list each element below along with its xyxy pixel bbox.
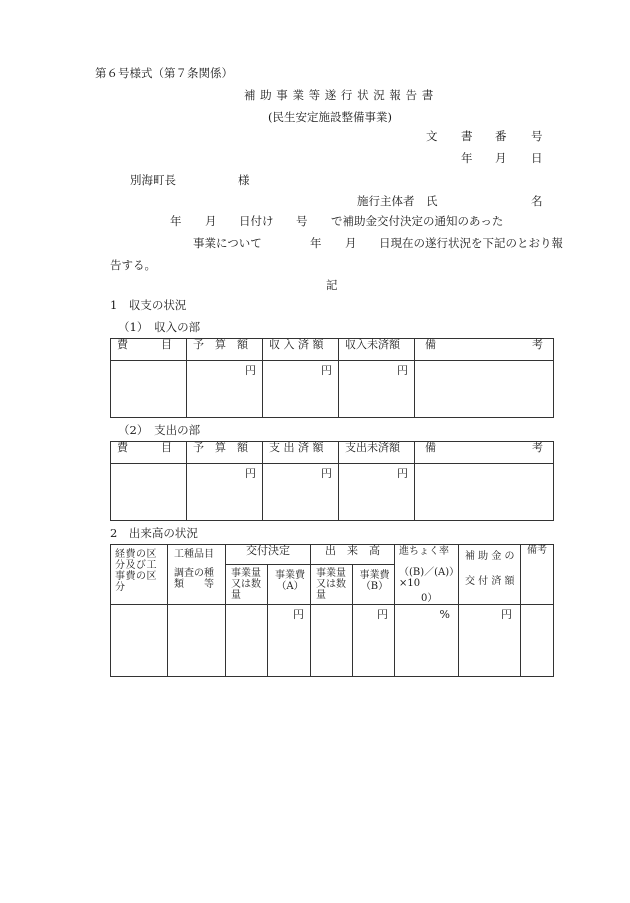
yen-unit: 円: [397, 364, 408, 377]
body-line2-month: 月: [345, 236, 357, 250]
expense-cell-remarks: [415, 464, 554, 521]
ki-heading: 記: [326, 278, 338, 292]
progress-table: [110, 544, 554, 677]
income-cell-remarks: [415, 361, 554, 418]
progress-header-rate-formula: （(B)／(A)）×10: [399, 567, 455, 589]
body-line2-project: 事業について: [193, 236, 262, 250]
expense-header-remarks: [415, 442, 553, 453]
yen-unit: 円: [501, 608, 512, 621]
expense-header-unpaid: 支出未済額: [345, 441, 400, 454]
yen-unit: 円: [245, 364, 256, 377]
progress-data-row: [111, 605, 554, 677]
addressee-name: 別海町長: [130, 173, 176, 187]
progress-header-category: 経費の区分及び工事費の区分: [115, 549, 157, 593]
body-line1-dated: 日付け: [239, 214, 274, 228]
expense-table: [110, 441, 554, 521]
body-line2-text: 日現在の遂行状況を下記のとおり報: [379, 236, 563, 250]
expense-header-paid: 支 出 済 額: [269, 441, 324, 454]
body-line2-year: 年: [310, 236, 322, 250]
date-year: 年: [461, 151, 473, 165]
progress-header-qty-b: 事業量又は数量: [316, 567, 346, 601]
yen-unit: 円: [397, 467, 408, 480]
progress-cell-work-item: [168, 605, 226, 677]
body-line3: 告する。: [110, 258, 156, 272]
income-header-remarks: [415, 339, 553, 350]
income-header-budget: 予 算 額: [193, 338, 248, 351]
body-line1-year: 年: [170, 214, 182, 228]
progress-cell-qty-b: [311, 605, 353, 677]
progress-header-rate-tail: 0）: [421, 593, 438, 604]
doc-field-ban: 番: [495, 129, 507, 143]
progress-header-remarks: 備考: [527, 545, 547, 556]
income-header-row: [111, 339, 554, 361]
expense-header-remarks-right: 考: [532, 441, 543, 454]
yen-unit: 円: [321, 467, 332, 480]
progress-cell-cost-b: [353, 605, 395, 677]
progress-header-work-item-top: 工種品目: [174, 549, 214, 560]
income-header-remarks-left: 備: [425, 338, 436, 351]
expense-header-budget: 予 算 額: [193, 441, 248, 454]
doc-field-bun: 文: [426, 129, 438, 143]
progress-cell-category: [111, 605, 168, 677]
progress-cell-subsidy: [459, 605, 521, 677]
percent-unit: %: [439, 608, 450, 621]
progress-cell-remarks: [521, 605, 554, 677]
expense-header-remarks-left: 備: [425, 441, 436, 454]
progress-header-cost-a: 事業費（A）: [275, 569, 305, 592]
income-data-row: [111, 361, 554, 418]
progress-header-progress: 出 来 高: [325, 544, 380, 557]
expense-header-item: 費 目: [117, 441, 172, 454]
expense-header-row: [111, 442, 554, 464]
income-cell-item: [111, 361, 187, 418]
expense-cell-item: [111, 464, 187, 521]
addressee-sama: 様: [238, 173, 250, 187]
date-day: 日: [531, 151, 543, 165]
expense-cell-paid: [263, 464, 339, 521]
executor-mei: 名: [531, 194, 543, 208]
income-header-item: 費 目: [117, 338, 172, 351]
progress-header-cost-b: 事業費（B）: [359, 569, 390, 592]
expense-cell-unpaid: [339, 464, 415, 521]
progress-cell-qty-a: [226, 605, 268, 677]
expense-title: （2） 支出の部: [118, 423, 201, 437]
progress-header-subsidy-top: 補 助 金 の: [465, 551, 515, 562]
doc-field-sho: 書: [461, 129, 473, 143]
income-cell-received: [263, 361, 339, 418]
income-title: （1） 収入の部: [118, 320, 201, 334]
doc-field-go: 号: [531, 129, 543, 143]
progress-header-qty-a: 事業量又は数量: [231, 567, 261, 601]
body-line1-month: 月: [205, 214, 217, 228]
income-header-remarks-right: 考: [532, 338, 543, 351]
document-title: 補 助 事 業 等 遂 行 状 況 報 告 書: [244, 88, 434, 102]
yen-unit: 円: [321, 364, 332, 377]
income-header-unreceived: 収入未済額: [345, 338, 400, 351]
yen-unit: 円: [377, 608, 388, 621]
progress-header-row-1: [111, 545, 554, 565]
yen-unit: 円: [293, 608, 304, 621]
section2-title: 2 出来高の状況: [110, 526, 198, 540]
progress-cell-rate: [395, 605, 459, 677]
progress-header-rate-top: 進ちょく率: [399, 546, 449, 557]
income-table: [110, 338, 554, 418]
progress-cell-cost-a: [268, 605, 311, 677]
income-cell-budget: [187, 361, 263, 418]
expense-data-row: [111, 464, 554, 521]
document-subtitle: (民生安定施設整備事業): [268, 110, 392, 124]
body-line1-go: 号: [296, 214, 308, 228]
progress-header-grant-decision: 交付決定: [246, 544, 290, 557]
yen-unit: 円: [245, 467, 256, 480]
executor-label: 施行主体者 氏: [357, 194, 438, 208]
body-line1-text: で補助金交付決定の通知のあった: [331, 214, 504, 228]
form-number: 第６号様式（第７条関係）: [95, 66, 233, 80]
date-month: 月: [495, 151, 507, 165]
section1-title: 1 収支の状況: [110, 298, 187, 312]
expense-cell-budget: [187, 464, 263, 521]
progress-header-subsidy-bottom: 交 付 済 額: [465, 576, 515, 587]
income-cell-unreceived: [339, 361, 415, 418]
progress-header-work-item-bottom: 調査の種類 等: [174, 568, 214, 590]
income-header-received: 収 入 済 額: [269, 338, 324, 351]
